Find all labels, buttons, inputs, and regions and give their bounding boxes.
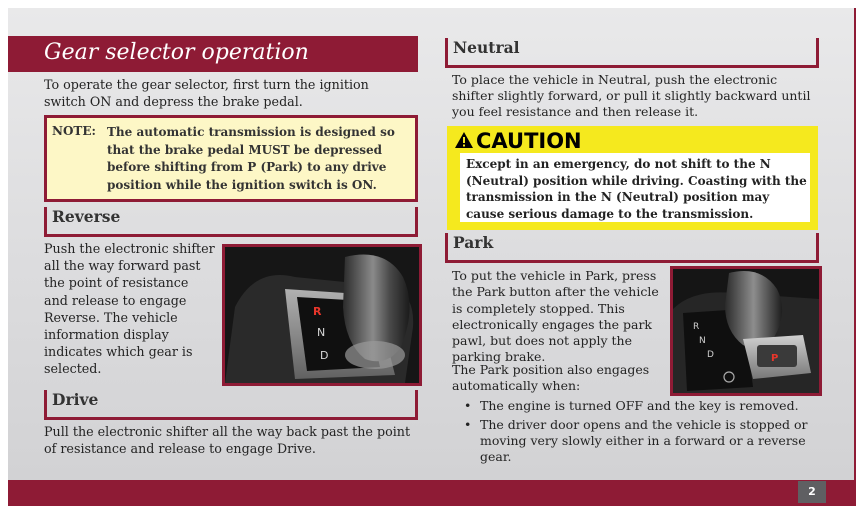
caution-text: Except in an emergency, do not shift to the N (Neutral) position while driving. Coasting with the transmission in the N (Neutral) position may cause serious damage to the transmission. <box>466 157 807 221</box>
gear-label-n: N <box>317 326 326 339</box>
gear-label-r: R <box>313 305 322 318</box>
park-conditions-list <box>460 398 820 468</box>
park-shifter-photo <box>670 266 822 396</box>
drive-heading <box>44 390 418 420</box>
park-text: To put the vehicle in Park, press the Park button after the vehicle is completely stopped. This electronically engages the park pawl, but does not apply the parking brake. <box>452 268 659 365</box>
note-box <box>44 115 418 202</box>
note-text: The automatic transmission is designed so that the brake pedal MUST be depressed before shifting from P (Park) to any drive position while the ignition switch is ON. <box>107 125 395 192</box>
warning-triangle-icon <box>454 131 474 149</box>
neutral-heading-text: Neutral <box>453 38 520 57</box>
reverse-heading <box>44 207 418 237</box>
note-label: NOTE: <box>52 124 96 138</box>
reverse-heading-text: Reverse <box>52 207 121 226</box>
park-gear-label-n: N <box>699 336 706 346</box>
drive-heading-text: Drive <box>52 390 99 409</box>
caution-box <box>447 126 818 230</box>
park-text-2: The Park position also engages automatically when: <box>452 362 650 394</box>
neutral-text: To place the vehicle in Neutral, push the electronic shifter slightly forward, or pull it slightly backward until you feel resistance and then release it. <box>452 72 811 119</box>
page-number: 2 <box>798 481 826 503</box>
shifter-illustration <box>225 247 419 383</box>
list-item: • The engine is turned OFF and the key is removed. <box>460 398 820 414</box>
park-heading <box>445 233 819 263</box>
park-gear-label-d: D <box>707 350 714 360</box>
neutral-heading <box>445 38 819 68</box>
caution-body <box>460 153 810 222</box>
drive-text: Pull the electronic shifter all the way back past the point of resistance and release to engage Drive. <box>44 424 411 457</box>
park-gear-label-r: R <box>693 322 700 332</box>
reverse-text: Push the electronic shifter all the way forward past the point of resistance and release to engage Reverse. The vehicle information display indicates which gear is selected. <box>44 241 215 377</box>
page-title: Gear selector operation <box>44 40 309 65</box>
park-gear-label-p: P <box>771 353 779 364</box>
park-heading-text: Park <box>453 233 494 252</box>
gear-label-d: D <box>320 349 329 362</box>
reverse-shifter-photo <box>222 244 422 386</box>
caution-title: CAUTION <box>476 129 582 153</box>
park-shifter-illustration <box>673 269 819 393</box>
list-item: • The driver door opens and the vehicle is stopped or moving very slowly either in a forward or a reverse gear. <box>460 417 820 465</box>
intro-text: To operate the gear selector, first turn the ignition switch ON and depress the brake pedal. <box>44 77 369 110</box>
